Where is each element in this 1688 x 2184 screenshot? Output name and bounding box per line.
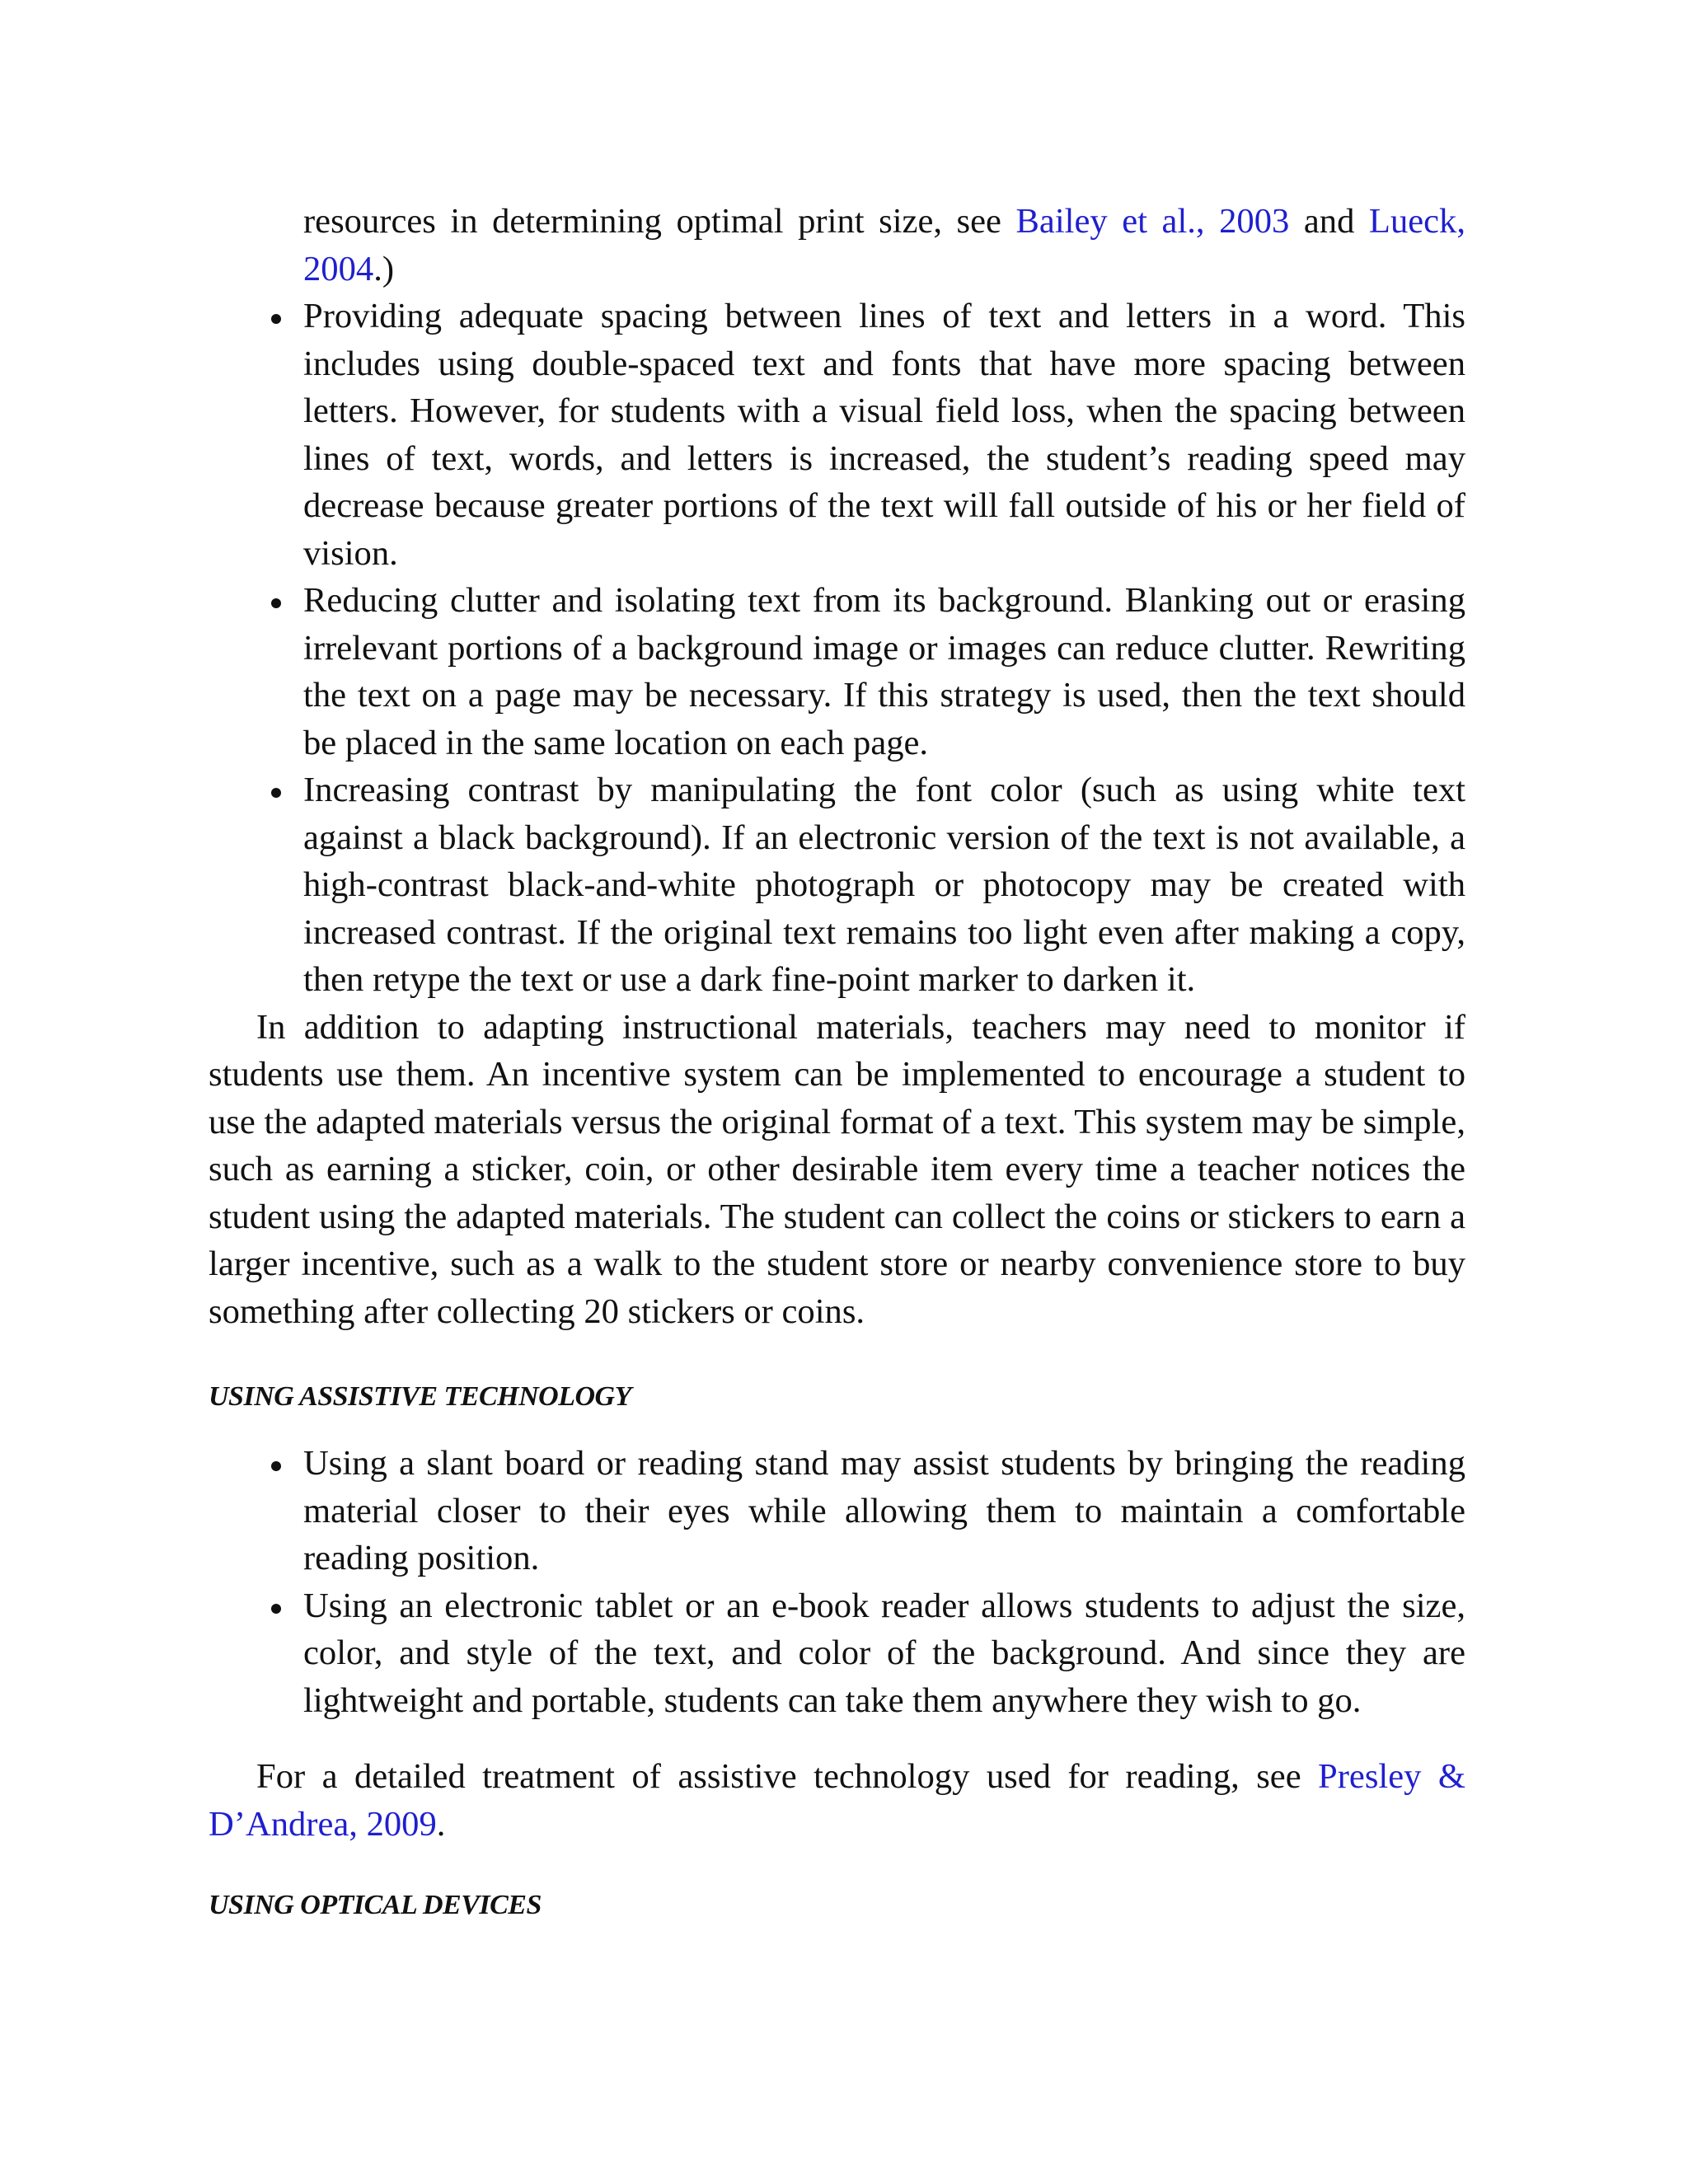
bullet-icon [271, 1461, 281, 1471]
list-item [209, 766, 1465, 1004]
section-heading-optical-devices: USING OPTICAL DEVICES [209, 1890, 542, 1920]
list-item-text: Reducing clutter and isolating text from its background. Blanking out or erasing irrelevant portions of a background image or images can reduce clutter. Rewriting the text on a page may be necessary. If this strategy is used, then the text should be placed in the same location on each page. [303, 581, 1465, 762]
paragraph-text-end: . [436, 1804, 446, 1844]
reference-link-presley[interactable]: Presley & D’Andrea, 2009 [209, 1757, 1465, 1844]
list-item [209, 1440, 1465, 1582]
intro-text-end: .) [373, 249, 395, 288]
list-item-text: Using an electronic tablet or an e-book reader allows students to adjust the size, color, and style of the text, and color of the background. And since they are lightweight and portable, students can take them anywhere they wish to go. [303, 1586, 1465, 1720]
adapting-materials-list [209, 293, 1465, 1004]
section-heading-assistive-technology: USING ASSISTIVE TECHNOLOGY [209, 1381, 631, 1412]
list-item [209, 1582, 1465, 1725]
paragraph-text: For a detailed treatment of assistive technology used for reading, see [256, 1757, 1319, 1796]
list-item [209, 577, 1465, 766]
page-content [209, 198, 1465, 1922]
intro-text: resources in determining optimal print size, see [303, 202, 1016, 241]
bullet-icon [271, 788, 281, 798]
list-item-text: Increasing contrast by manipulating the font color (such as using white text against a black background). If an electronic version of the text is not available, a high-contrast black-and-white photograph or photocopy may be created with increased contrast. If the original text remains too light even after making a copy, then retype the text or use a dark fine-point marker to darken it. [303, 771, 1465, 999]
list-item-text: Providing adequate spacing between lines of text and letters in a word. This includes using double-spaced text and fonts that have more spacing between letters. However, for students with a visual field loss, when the spacing between lines of text, words, and letters is increased, the student’s reading speed may decrease because greater portions of the text will fall outside of his or her field of vision. [303, 297, 1465, 573]
bullet-icon [271, 1604, 281, 1614]
reference-link-bailey[interactable]: Bailey et al., 2003 [1015, 202, 1290, 241]
intro-continuation [209, 198, 1465, 293]
assistive-reference-paragraph [209, 1753, 1465, 1848]
reference-link-lueck[interactable]: Lueck, 2004 [303, 202, 1465, 288]
list-item-text: Using a slant board or reading stand may assist students by bringing the reading material closer to their eyes while allowing them to maintain a comfortable reading position. [303, 1444, 1465, 1577]
monitor-paragraph: In addition to adapting instructional materials, teachers may need to monitor if students use them. An incentive system can be implemented to encourage a student to use the adapted materials versus the original format of a text. This system may be simple, such as earning a sticker, coin, or other desirable item every time a teacher notices the student using the adapted materials. The student can collect the coins or stickers to earn a larger incentive, such as a walk to the student store or nearby convenience store to buy something after collecting 20 stickers or coins. [209, 1007, 1465, 1331]
list-item [209, 293, 1465, 577]
assistive-technology-list [209, 1440, 1465, 1724]
intro-text-mid: and [1289, 202, 1369, 241]
bullet-icon [271, 314, 281, 324]
bullet-icon [271, 598, 281, 608]
